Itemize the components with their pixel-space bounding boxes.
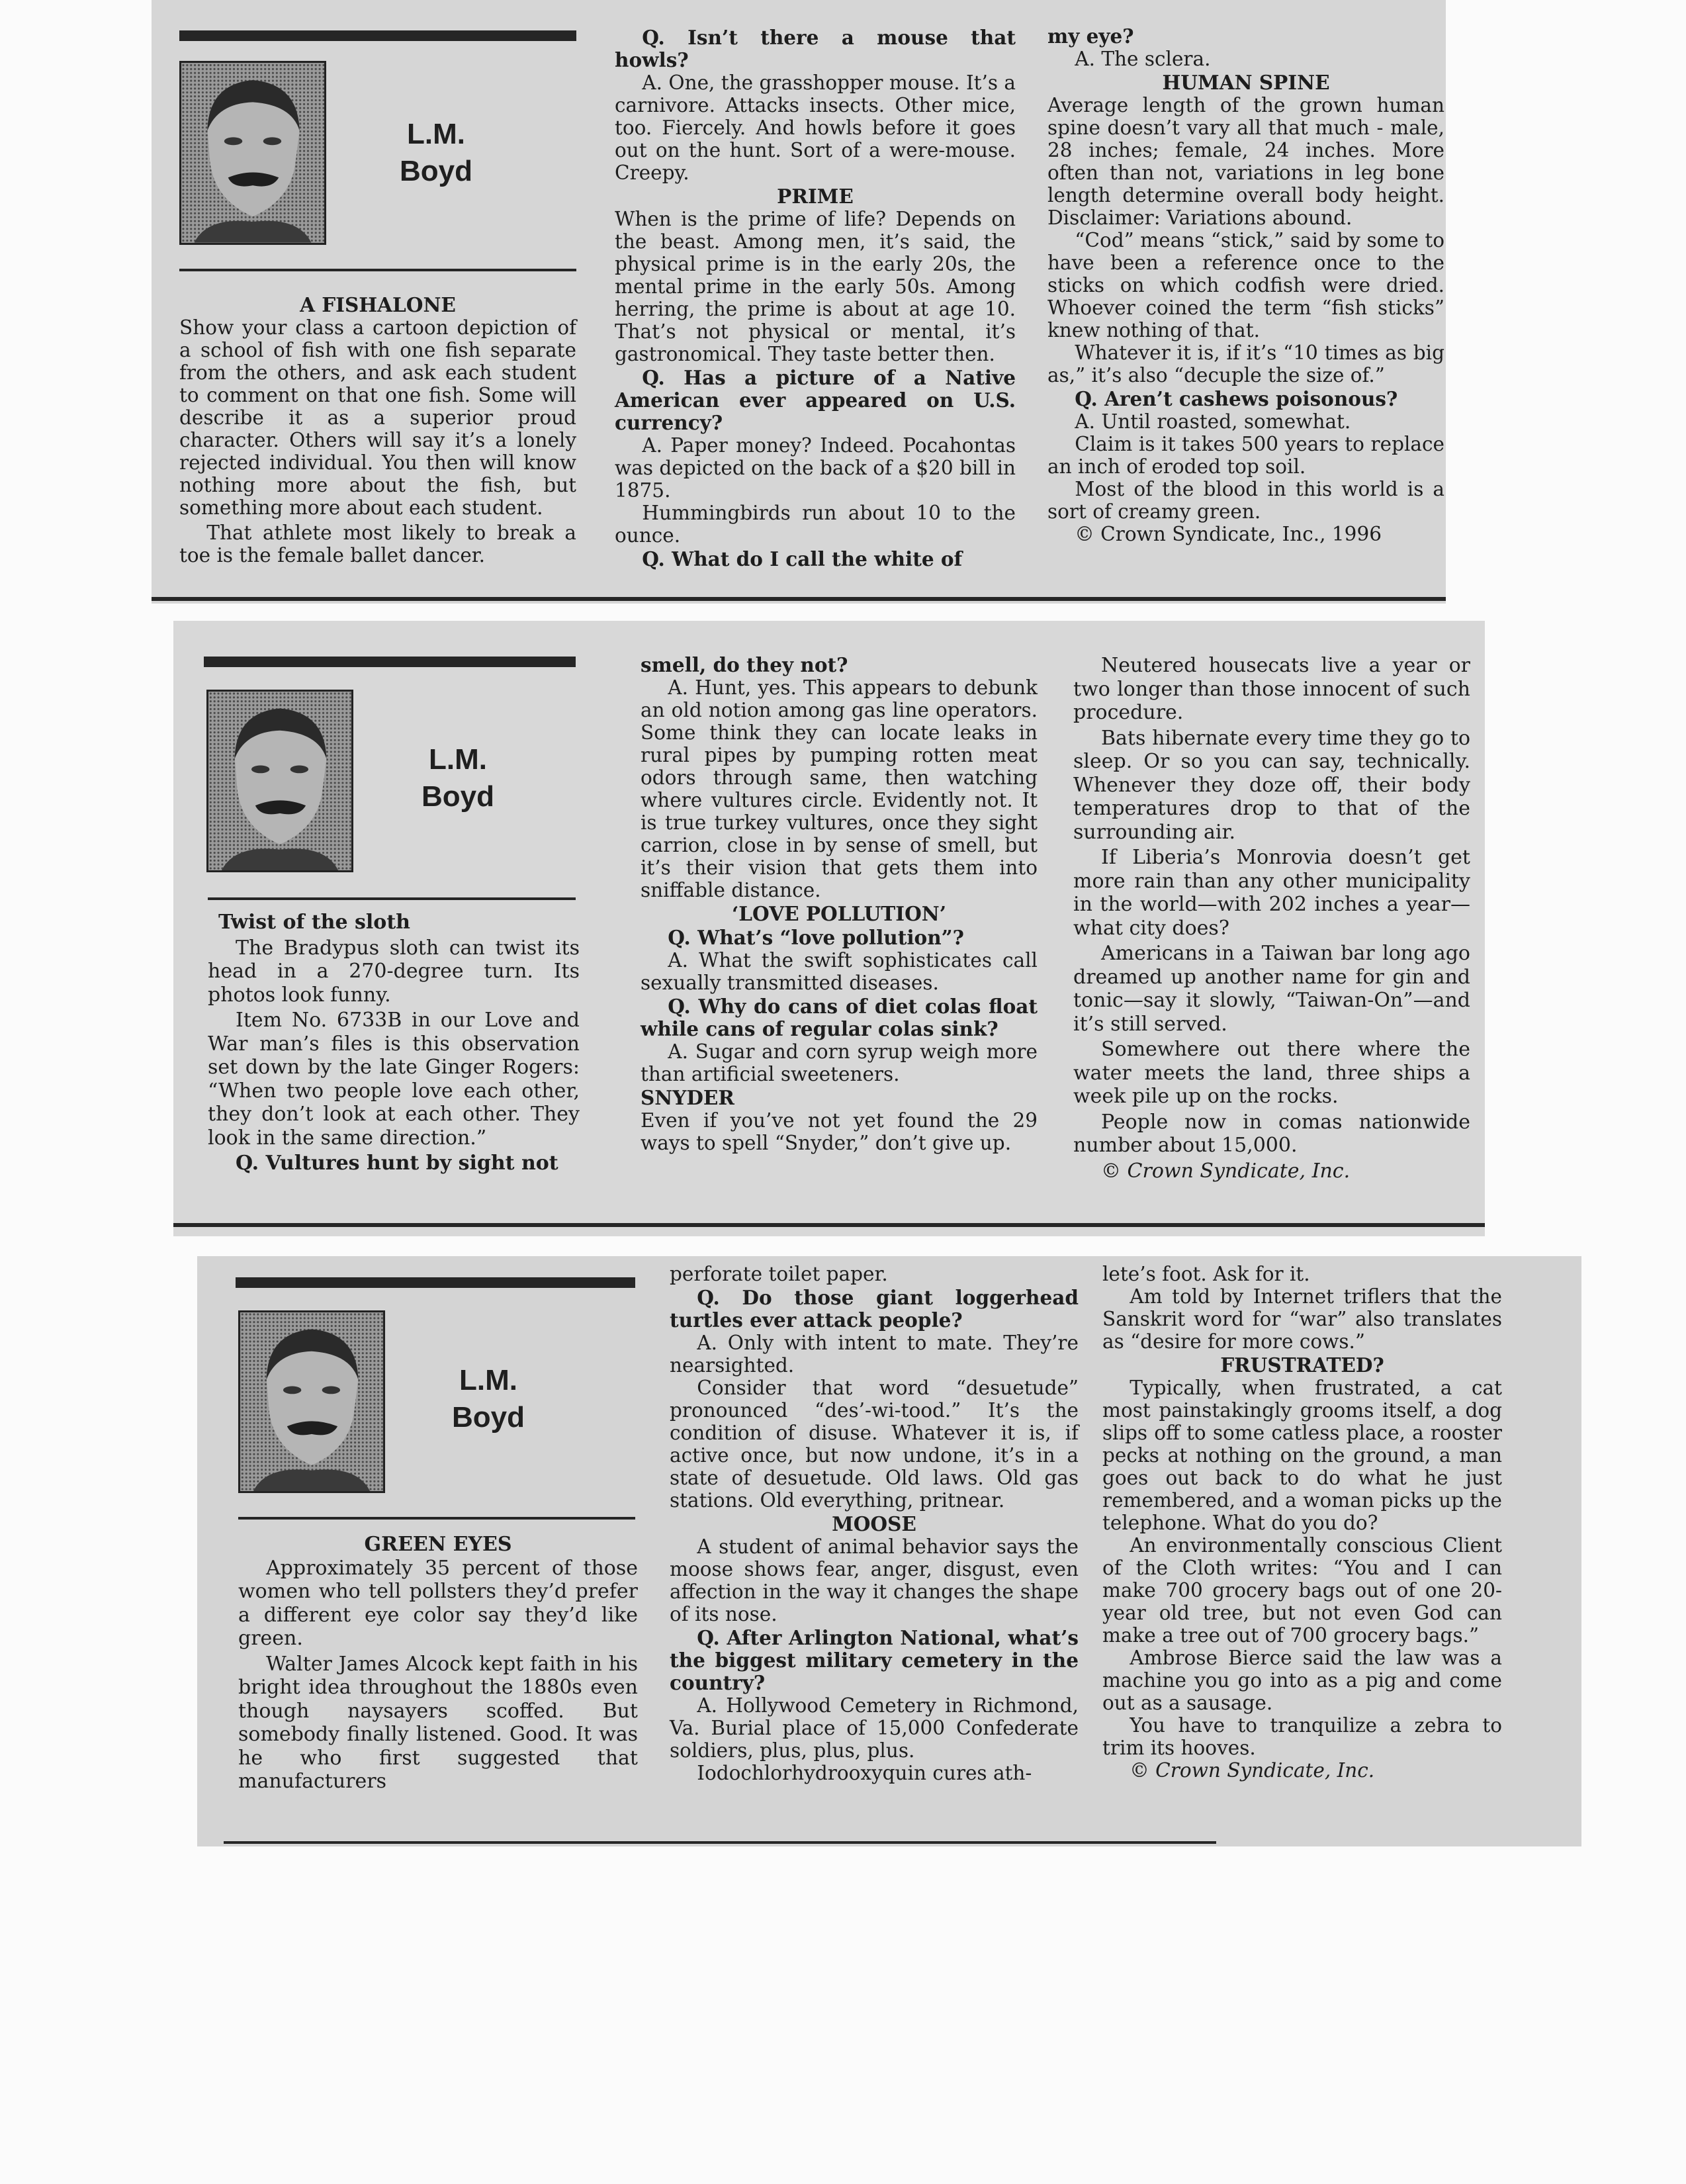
author-portrait-icon: [208, 692, 351, 870]
bottom-rule: [224, 1841, 1216, 1844]
paragraph: Hummingbirds run about 10 to the ounce.: [615, 502, 1016, 547]
paragraph: Most of the blood in this world is a sort of creamy green.: [1047, 478, 1444, 523]
paragraph: Neutered housecats live a year or two longer than those innocent of such procedure.: [1073, 654, 1470, 724]
column-3: [1073, 654, 1470, 1185]
paragraph: Whatever it is, if it’s “10 times as big as,” it’s also “decuple the size of.”: [1047, 341, 1444, 387]
column-3: [1047, 25, 1444, 545]
column-3: [1102, 1263, 1502, 1782]
paragraph: Typically, when frustrated, a cat most painstakingly grooms itself, a dog slips off to some catless place, a rooster pecks at nothing on the ground, a man goes out back to do what he just remembered, and a woman picks up the telephone. What do you do?: [1102, 1377, 1502, 1534]
copyright-credit: © Crown Syndicate, Inc., 1996: [1075, 523, 1382, 545]
paragraph: “Cod” means “stick,” said by some to have been a reference once to the sticks on which codfish were dried. Whoever coined the term “fish sticks” knew nothing of that.: [1047, 229, 1444, 341]
paragraph: Consider that word “desuetude” pronounced “des’-wi-tood.” It’s the condition of disuse. Whatever it is, if active once, but now undone, it’s in a state of desuetude. Old laws. Old gas stations. Old everything, pritnear.: [670, 1377, 1079, 1512]
section-heading: FRUSTRATED?: [1220, 1353, 1384, 1377]
paragraph: Americans in a Taiwan bar long ago dreamed up another name for gin and tonic—say it slowly, “Taiwan-On”—and it’s still served.: [1073, 942, 1470, 1036]
column-clipping-3: [197, 1256, 1581, 1846]
byline: [370, 116, 502, 190]
column-clipping-1: [152, 0, 1446, 604]
answer: A. What the swift sophisticates call sexually transmitted diseases.: [641, 949, 1038, 994]
section-heading: GREEN EYES: [364, 1533, 512, 1556]
section-heading: Twist of the sloth: [218, 911, 410, 934]
paragraph: Walter James Alcock kept faith in his bright idea throughout the 1880s even though naysayers scoffed. But somebody finally listened. Good. It was he who first suggested that manufacturers: [238, 1652, 638, 1793]
paragraph: Item No. 6733B in our Love and War man’s files is this observation set down by the late Ginger Rogers: “When two people love each other, they don’t look at each other. They look in the same direction.”: [208, 1009, 580, 1150]
paragraph: Iodochlorhydrooxyquin cures ath-: [697, 1762, 1032, 1784]
author-photo: [206, 690, 353, 872]
paragraph: That athlete most likely to break a toe is the female ballet dancer.: [179, 522, 576, 567]
paragraph: Show your class a cartoon depiction of a school of fish with one fish separate from the others, and ask each student to comment on that one fish. Some will describe it as a superior proud character. Others will say it’s a lonely rejected individual. You then will know nothing more about the fish, but something more about each student.: [179, 316, 576, 519]
question: Q. Do those giant loggerhead turtles ever attack people?: [670, 1286, 1079, 1332]
header-rule: [179, 30, 576, 41]
bottom-rule: [152, 597, 1446, 601]
section-heading: HUMAN SPINE: [1162, 71, 1330, 94]
question: Q. What’s “love pollution”?: [668, 926, 964, 949]
answer: A. Only with intent to mate. They’re nearsighted.: [670, 1332, 1079, 1377]
byline-surname: Boyd: [421, 780, 494, 813]
paragraph: A student of animal behavior says the moose shows fear, anger, disgust, even affection in the way it changes the shape of its nose.: [670, 1535, 1079, 1625]
photo-rule: [208, 897, 576, 900]
column-2: [670, 1263, 1079, 1784]
question: Q. Isn’t there a mouse that howls?: [615, 26, 1016, 71]
copyright-credit: © Crown Syndicate, Inc.: [1130, 1759, 1375, 1782]
photo-rule: [238, 1517, 635, 1520]
byline-initials: L.M.: [407, 118, 465, 150]
paragraph: Somewhere out there where the water meets the land, three ships a week pile up on the rocks.: [1073, 1038, 1470, 1108]
header-rule: [236, 1277, 635, 1288]
photo-rule: [179, 269, 576, 271]
paragraph: When is the prime of life? Depends on the beast. Among men, it’s said, the physical prime is in the early 20s, the mental prime in the early 50s. Among herring, the prime is about at age 10. That’s not physical or mental, it’s gastronomical. They taste better then.: [615, 208, 1016, 365]
column-1: [179, 293, 576, 567]
byline-surname: Boyd: [452, 1401, 525, 1433]
section-heading: SNYDER: [641, 1086, 734, 1109]
byline-initials: L.M.: [459, 1364, 517, 1396]
paragraph: Claim is it takes 500 years to replace an inch of eroded top soil.: [1047, 433, 1444, 478]
question-continued: smell, do they not?: [641, 653, 848, 676]
section-heading: ‘LOVE POLLUTION’: [732, 902, 946, 925]
paragraph-continued: lete’s foot. Ask for it.: [1102, 1263, 1310, 1285]
header-rule: [204, 657, 576, 667]
question: Q. After Arlington National, what’s the biggest military cemetery in the country?: [670, 1626, 1079, 1694]
question: Q. What do I call the white of: [642, 547, 963, 570]
question: Q. Why do cans of diet colas float while cans of regular colas sink?: [641, 995, 1038, 1040]
bottom-rule: [173, 1223, 1485, 1227]
column-2: [615, 25, 1016, 570]
author-portrait-icon: [181, 63, 324, 243]
section-heading: MOOSE: [832, 1512, 916, 1535]
paragraph: If Liberia’s Monrovia doesn’t get more rain than any other municipality in the world—with 202 inches a year—what city does?: [1073, 846, 1470, 940]
byline: [422, 1362, 555, 1436]
column-1: [208, 909, 580, 1177]
paragraph: An environmentally conscious Client of the Cloth writes: “You and I can make 700 grocery bags out of one 20-year old tree, but not even God can make a tree out of 700 grocery bags.”: [1102, 1534, 1502, 1647]
author-photo: [179, 61, 326, 245]
column-2: [641, 654, 1038, 1154]
answer: A. Hunt, yes. This appears to debunk an old notion among gas line operators. Some think they can locate leaks in rural pipes by pumping rotten meat odors through same, then watching where vultures circle. Evidently not. It is true turkey vultures, once they sight carrion, close in by sense of smell, but it’s their vision that gets them into sniffable distance.: [641, 676, 1038, 901]
section-heading: PRIME: [777, 185, 854, 208]
answer: A. Paper money? Indeed. Pocahontas was depicted on the back of a $20 bill in 1875.: [615, 434, 1016, 502]
byline-initials: L.M.: [429, 743, 487, 776]
question: Q. Aren’t cashews poisonous?: [1075, 387, 1398, 410]
paragraph: Approximately 35 percent of those women who tell pollsters they’d prefer a different eye color say they’d like green.: [238, 1556, 638, 1650]
question: Q. Has a picture of a Native American ever appeared on U.S. currency?: [615, 366, 1016, 434]
paragraph: People now in comas nationwide number about 15,000.: [1073, 1110, 1470, 1157]
paragraph: Bats hibernate every time they go to sleep. Or so you can say, technically. Whenever they doze off, their body temperatures drop to that of the surrounding air.: [1073, 726, 1470, 844]
answer: A. Until roasted, somewhat.: [1075, 410, 1351, 433]
byline-surname: Boyd: [400, 155, 472, 187]
answer: A. Hollywood Cemetery in Richmond, Va. Burial place of 15,000 Confederate soldiers, plus, plus, plus.: [670, 1694, 1079, 1762]
author-photo: [238, 1310, 385, 1493]
paragraph: Even if you’ve not yet found the 29 ways to spell “Snyder,” don’t give up.: [641, 1109, 1038, 1154]
answer: A. The sclera.: [1075, 48, 1211, 70]
answer: A. One, the grasshopper mouse. It’s a carnivore. Attacks insects. Other mice, too. Fiercely. And howls before it goes out on the hunt. Sort of a were-mouse. Creepy.: [615, 71, 1016, 184]
paragraph: You have to tranquilize a zebra to trim its hooves.: [1102, 1714, 1502, 1759]
author-portrait-icon: [240, 1312, 383, 1491]
paragraph: Am told by Internet triflers that the Sanskrit word for “war” also translates as “desire for more cows.”: [1102, 1285, 1502, 1353]
question-continued: my eye?: [1047, 24, 1134, 48]
paragraph-continued: perforate toilet paper.: [670, 1263, 888, 1285]
question: Q. Vultures hunt by sight not: [236, 1152, 558, 1175]
paragraph: The Bradypus sloth can twist its head in a 270-degree turn. Its photos look funny.: [208, 936, 580, 1007]
copyright-credit: © Crown Syndicate, Inc.: [1101, 1159, 1351, 1183]
section-heading: A FISHALONE: [300, 293, 456, 316]
byline: [392, 741, 524, 815]
column-1: [238, 1531, 638, 1796]
paragraph: Ambrose Bierce said the law was a machine you go into as a pig and come out as a sausage.: [1102, 1647, 1502, 1714]
column-clipping-2: [173, 621, 1485, 1236]
paragraph: Average length of the grown human spine doesn’t vary all that much - male, 28 inches; female, 24 inches. More often than not, variations in leg bone length determine overall body height. Disclaimer: Variations abound.: [1047, 94, 1444, 229]
answer: A. Sugar and corn syrup weigh more than artificial sweeteners.: [641, 1040, 1038, 1085]
